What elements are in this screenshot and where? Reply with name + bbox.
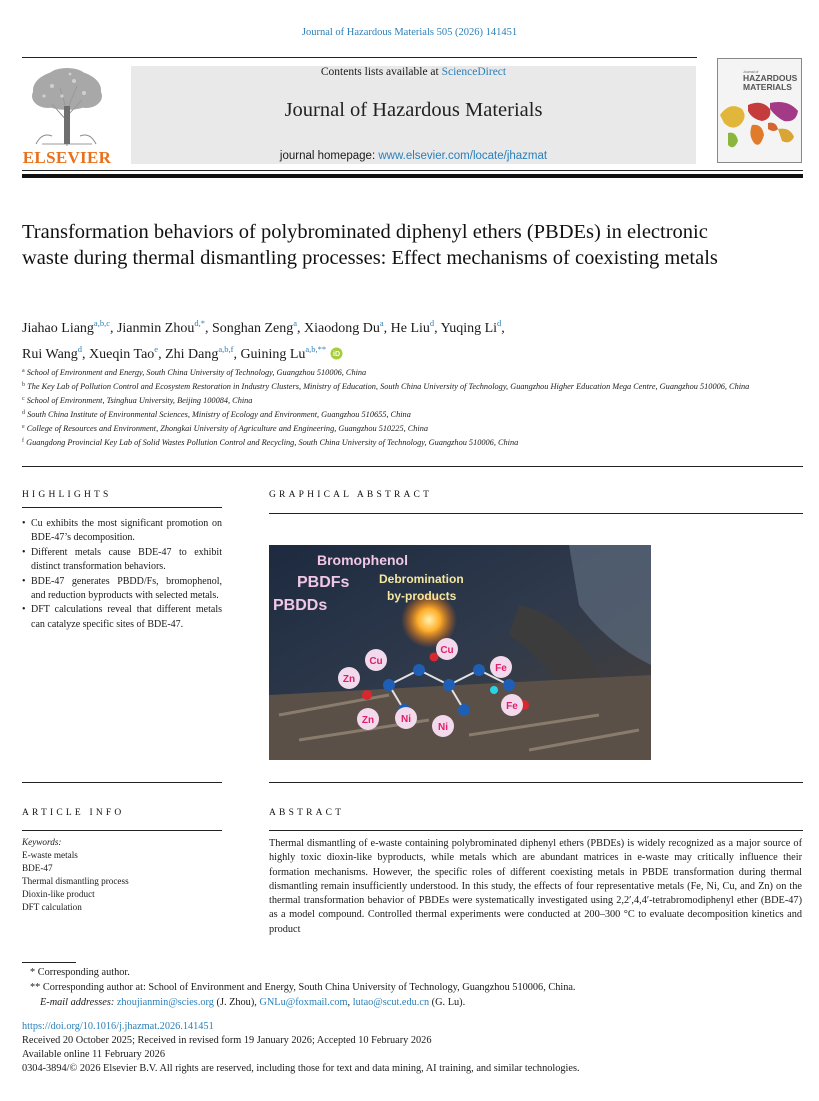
orcid-icon[interactable] — [330, 347, 343, 360]
abstract-body: Thermal dismantling of e-waste containing polybrominated diphenyl ethers (PBDEs) is widely recognized as a major source of highly toxic dioxin-like byproducts, while metals which are abundant matrices in e-waste may critically influence their formation mechanisms. However, the specific roles of different coexisting metals in PBDE transformation during thermal dismantling remain insufficiently understood. In this study, the effects of four representative metals (Fe, Ni, Cu, and Zn) on the thermal transformation behavior of PBDEs were systematically investigated using 2,2′,4,4′-tetrabromodiphenyl ether (BDE-47) as a model compound. Controlled thermal experiments were conducted at 200–300 °C to evaluate decomposition kinetics and product — [269, 838, 802, 935]
keyword-item: DFT calculation — [22, 902, 82, 912]
cover-title-1: HAZARDOUS — [743, 73, 798, 83]
author-name[interactable]: Yuqing Li — [440, 321, 498, 336]
header-rule-1 — [22, 170, 803, 171]
author-name[interactable]: He Liu — [390, 321, 430, 336]
ga-label-byproducts: by-products — [387, 589, 457, 603]
footnote-emails: E-mail addresses: zhoujianmin@scies.org (J. Zhou), GNLu@foxmail.com, lutao@scut.edu.cn (G. Lu). — [40, 997, 466, 1008]
email-link-zhou[interactable]: zhoujianmin@scies.org — [116, 997, 214, 1008]
article-info-heading: ARTICLE INFO — [22, 808, 125, 818]
author-name[interactable]: Xiaodong Du — [304, 321, 380, 336]
affiliations-list — [22, 365, 782, 449]
affiliation-item: $^b$ The Key Lab of Pollution Control and Ecosystem Restoration in Industry Clusters, Ministry of Education, South China University of Technology, Guangzhou Higher Education Mega Centre, Guangzhou 510006, China — [22, 382, 750, 391]
doi-link[interactable]: https://doi.org/10.1016/j.jhazmat.2026.141451 — [22, 1021, 214, 1032]
keyword-item: E-waste metals — [22, 850, 78, 860]
journal-masthead — [131, 66, 696, 164]
author-affil-sup[interactable]: a,b,f — [218, 344, 234, 354]
section-divider — [22, 466, 803, 467]
author-affil-sup[interactable]: d — [497, 318, 502, 328]
header-top-rule — [22, 57, 697, 58]
highlight-item: • Cu exhibits the most significant promotion on BDE-47’s decomposition. — [22, 517, 222, 546]
author-list: Jiahao Liang$^{a,b,c}$, Jianmin Zhou$^{d,*}$, Songhan Zeng$^a$, Xiaodong Du$^a$, He Liu$^d$, Yuqing Li$^d$, Rui Wang$^d$, Xueqin Tao$^e$, Zhi Dang$^{a,b,f}$, Guining $Lu^{a,b,**}$ iD — [22, 318, 505, 362]
author-affil-sup[interactable]: d,* — [194, 318, 205, 328]
ga-metal-label: Zn — [361, 715, 375, 726]
graphical-abstract-rule — [269, 513, 803, 514]
author-affil-sup[interactable]: d — [77, 344, 83, 354]
footnotes — [30, 965, 790, 1010]
cover-small-text: Journal of — [743, 70, 759, 74]
available-online: Available online 11 February 2026 — [22, 1049, 165, 1060]
highlights-heading: HIGHLIGHTS — [22, 490, 112, 500]
abstract-heading: ABSTRACT — [269, 808, 345, 818]
keywords-heading: Keywords: — [22, 837, 62, 847]
elsevier-wordmark: ELSEVIER — [22, 148, 112, 167]
journal-cover-thumbnail[interactable] — [717, 58, 802, 163]
author-affil-sup[interactable]: e — [154, 344, 159, 354]
graphical-abstract-bottom-rule — [269, 782, 803, 783]
graphical-abstract-heading: GRAPHICAL ABSTRACT — [269, 490, 433, 500]
author-name[interactable]: Songhan Zeng — [211, 321, 294, 336]
homepage-prefix: journal homepage: — [279, 150, 379, 162]
cover-title-2: MATERIALS — [743, 82, 792, 92]
author-name[interactable]: Jiahao Liang — [22, 321, 94, 336]
ga-metal-label: Ni — [438, 722, 448, 733]
footnote-corresponding-1: * Corresponding author. — [30, 967, 130, 978]
author-affil-sup[interactable]: d — [429, 318, 435, 328]
affiliation-item: $^a$ School of Environment and Energy, South China University of Technology, Guangzhou 510006, China — [22, 368, 367, 377]
email-link-lu-1[interactable]: GNLu@foxmail.com — [259, 997, 348, 1008]
keywords-block — [22, 836, 222, 914]
ga-metal-label: Cu — [369, 656, 383, 667]
abstract-rule — [269, 830, 803, 831]
affiliation-item: $^e$ College of Resources and Environment, Zhongkai University of Agriculture and Engineering, Guangzhou 510225, China — [22, 424, 429, 433]
keyword-item: Thermal dismantling process — [22, 876, 129, 886]
author-name[interactable]: Rui Wang — [22, 347, 78, 362]
author-name[interactable]: Zhi Dang — [165, 347, 219, 362]
author-affil-sup[interactable]: a — [293, 318, 298, 328]
svg-text:iD: iD — [332, 351, 340, 359]
ga-metal-label: Zn — [342, 674, 356, 685]
author-name[interactable]: Guining Lu — [240, 347, 306, 362]
highlight-item: • Different metals cause BDE-47 to exhibit distinct transformation behaviors. — [22, 546, 222, 575]
article-title: Transformation behaviors of polybrominated diphenyl ethers (PBDEs) in electronic waste during thermal dismantling processes: Effect mechanisms of coexisting metals — [22, 221, 718, 269]
email-link-lu-2[interactable]: lutao@scut.edu.cn — [352, 997, 430, 1008]
publication-info — [22, 1020, 802, 1076]
highlights-rule — [22, 507, 222, 508]
highlights-bottom-rule — [22, 782, 222, 783]
keyword-item: BDE-47 — [22, 863, 53, 873]
homepage-link[interactable]: www.elsevier.com/locate/jhazmat — [378, 150, 548, 162]
author-affil-sup[interactable]: a,b,** — [305, 344, 327, 354]
footnote-corresponding-2: ** Corresponding author at: School of Environment and Energy, South China University of Technology, Guangzhou 510006, China. — [30, 982, 576, 993]
homepage-line — [131, 150, 696, 162]
contents-prefix: Contents lists available at — [320, 66, 442, 78]
journal-citation-link[interactable]: Journal of Hazardous Materials 505 (2026) 141451 — [301, 27, 518, 38]
highlight-item: • BDE-47 generates PBDD/Fs, bromophenol, and reduction byproducts with selected metals. — [22, 575, 222, 604]
ga-metal-label: Ni — [401, 714, 411, 725]
author-affil-sup[interactable]: a — [379, 318, 384, 328]
affiliation-item: $^f$ Guangdong Provincial Key Lab of Solid Wastes Pollution Control and Recycling, South China University of Technology, Guangzhou 510006, China — [22, 438, 519, 447]
graphical-abstract-image[interactable] — [269, 545, 651, 760]
highlights-list — [22, 517, 222, 632]
contents-line — [131, 66, 696, 78]
sciencedirect-link[interactable]: ScienceDirect — [441, 66, 507, 78]
author-name[interactable]: Xueqin Tao — [89, 347, 155, 362]
author-affil-sup[interactable]: a,b,c — [93, 318, 110, 328]
ga-label-pbdds: PBDDs — [273, 597, 328, 614]
ga-metal-label: Cu — [440, 645, 454, 656]
ga-metal-label: Fe — [506, 701, 518, 712]
received-dates: Received 20 October 2025; Received in revised form 19 January 2026; Accepted 10 February 2026 — [22, 1035, 432, 1046]
keyword-item: Dioxin-like product — [22, 889, 95, 899]
author-name[interactable]: Jianmin Zhou — [116, 321, 195, 336]
footnote-rule — [22, 962, 76, 963]
ga-label-bromophenol: Bromophenol — [317, 552, 408, 568]
affiliation-item: $^c$ School of Environment, Tsinghua University, Beijing 100084, China — [22, 396, 253, 405]
ga-label-debromination: Debromination — [379, 572, 464, 586]
journal-name: Journal of Hazardous Materials — [284, 99, 543, 121]
highlight-item: • DFT calculations reveal that different metals can catalyze specific sites of BDE-47. — [22, 603, 222, 632]
ga-metal-label: Fe — [495, 663, 507, 674]
header-rule-thick — [22, 174, 803, 178]
ga-label-pbdfs: PBDFs — [297, 574, 350, 591]
affiliation-item: $^d$ South China Institute of Environmental Sciences, Ministry of Ecology and Environment, Guangzhou 510655, China — [22, 410, 411, 419]
copyright-line: 0304-3894/© 2026 Elsevier B.V. All rights are reserved, including those for text and data mining, AI training, and similar technologies. — [22, 1063, 580, 1074]
article-info-rule — [22, 830, 222, 831]
